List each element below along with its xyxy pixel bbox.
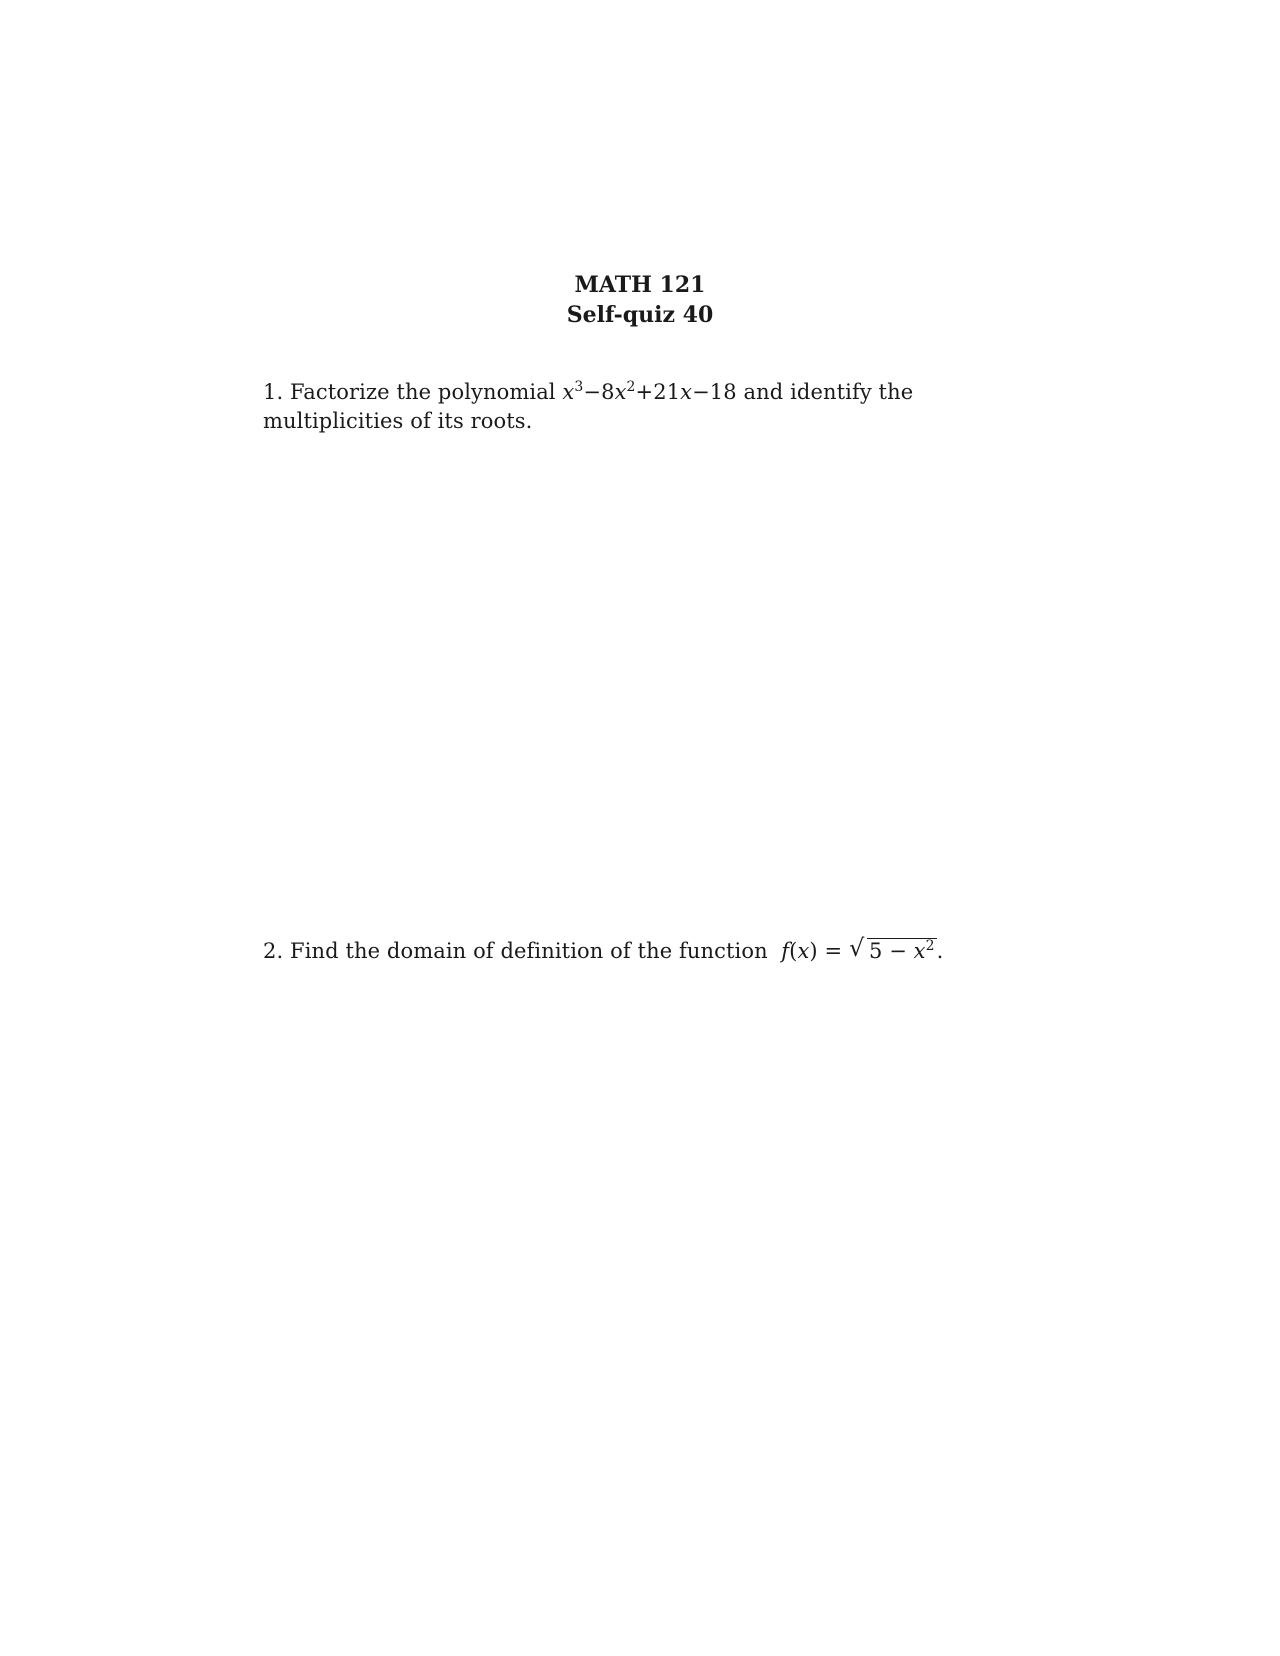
question-1 [263, 378, 1023, 436]
square-root: √ $5 - x^2$ [848, 934, 935, 963]
quiz-header [0, 270, 1280, 330]
question-2 [263, 934, 1023, 966]
radical-sign-icon: √ [848, 934, 865, 962]
question-number: 1. [263, 380, 284, 404]
polynomial-expression: $x^3-8x^2+21x-18$ [562, 379, 737, 404]
function-expression: f(x) = √ $5 - x^2$ [775, 939, 937, 963]
question-text-continued: and identify the multiplicities of its roots. [263, 380, 914, 433]
question-text: Find the domain of definition of the function [290, 939, 768, 963]
quiz-subtitle: Self-quiz 40 [566, 302, 714, 328]
course-title: MATH 121 [574, 272, 706, 298]
question-text: Factorize the polynomial [290, 380, 556, 404]
question-end: . [936, 939, 944, 963]
question-number: 2. [263, 939, 284, 963]
